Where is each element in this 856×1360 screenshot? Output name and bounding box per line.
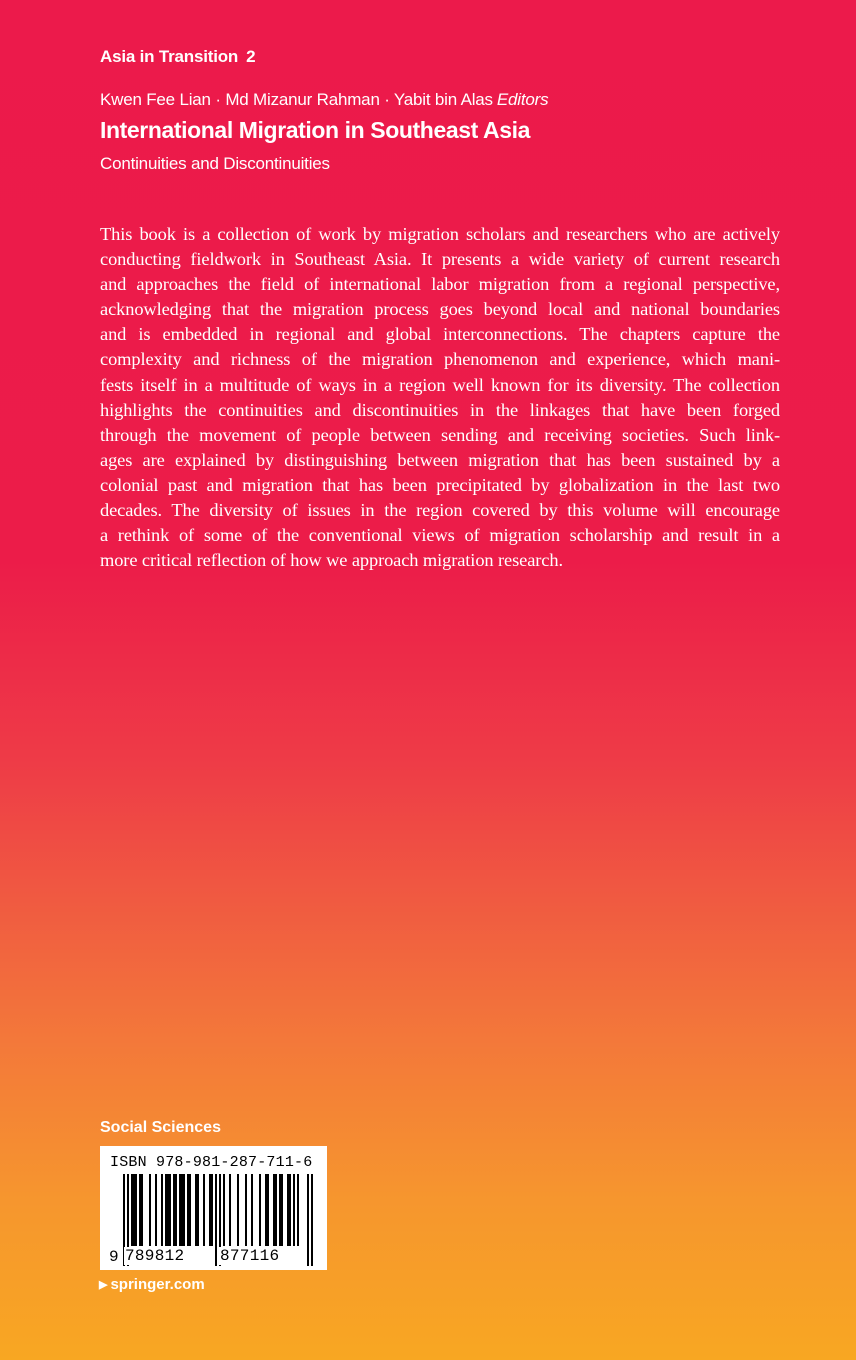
barcode-bar (167, 1174, 169, 1246)
barcode-digits-left: 789812 (125, 1247, 185, 1265)
barcode-bar (141, 1174, 143, 1246)
barcode-bar (203, 1174, 205, 1246)
barcode-bar (311, 1174, 313, 1266)
barcode-bar (149, 1174, 151, 1246)
barcode-bar (297, 1174, 299, 1246)
description-line: and approaches the field of international labor migration from a regional perspective, (100, 274, 780, 295)
barcode-bar (187, 1174, 189, 1246)
barcode-bar (195, 1174, 197, 1246)
barcode-bar (267, 1174, 269, 1246)
barcode-bar (245, 1174, 247, 1246)
book-description (100, 222, 780, 573)
barcode-bar (287, 1174, 289, 1246)
barcode-bar (265, 1174, 267, 1246)
description-line: highlights the continuities and discontinuities in the linkages that have been forged (100, 399, 780, 420)
description-line: acknowledging that the migration process goes beyond local and national boundaries (100, 299, 780, 320)
barcode-bar (237, 1174, 239, 1246)
series-name: Asia in Transition (100, 47, 239, 66)
barcode-bar (165, 1174, 167, 1246)
description-line: conducting fieldwork in Southeast Asia. It presents a wide variety of current research (100, 249, 780, 270)
series-number: 2 (246, 47, 256, 66)
barcode-digit-first: 9 (109, 1248, 119, 1266)
barcode-bar (307, 1174, 309, 1266)
barcode-bar (131, 1174, 133, 1246)
barcode-bar (251, 1174, 253, 1246)
description-line: and is embedded in regional and global interconnections. The chapters capture the (100, 324, 780, 345)
description-line: fests itself in a multitude of ways in a region well known for its diversity. The collection (100, 374, 780, 395)
editor-names: Kwen Fee Lian · Md Mizanur Rahman · Yabit bin Alas (100, 90, 493, 109)
barcode-bar (279, 1174, 281, 1246)
barcode-bar (155, 1174, 157, 1246)
description-line: through the movement of people between sending and receiving societies. Such link- (100, 424, 780, 445)
subject-category: Social Sciences (100, 1119, 221, 1136)
book-subtitle: Continuities and Discontinuities (100, 154, 330, 173)
barcode-bar (293, 1174, 295, 1246)
editors-role: Editors (496, 90, 549, 109)
publisher-url: springer.com (110, 1276, 205, 1293)
barcode-bar (169, 1174, 171, 1246)
barcode-bar (181, 1174, 183, 1246)
description-line: colonial past and migration that has been precipitated by globalization in the last two (100, 474, 780, 495)
barcode-bar (183, 1174, 185, 1246)
description-line: more critical reflection of how we approach migration research. (100, 550, 563, 571)
barcode-bar (273, 1174, 275, 1246)
barcode-bar (215, 1174, 217, 1266)
barcode-bar (289, 1174, 291, 1246)
barcode-bar (139, 1174, 141, 1246)
description-line: This book is a collection of work by migration scholars and researchers who are actively (100, 224, 780, 244)
isbn-label: ISBN 978-981-287-711-6 (110, 1154, 313, 1171)
barcode-bar (281, 1174, 283, 1246)
barcode-bar (209, 1174, 211, 1246)
barcode-bar (259, 1174, 261, 1246)
barcode-bar (135, 1174, 137, 1246)
description-line: decades. The diversity of issues in the region covered by this volume will encourage (100, 500, 780, 521)
book-title: International Migration in Southeast Asia (100, 117, 531, 143)
series-line (100, 47, 255, 67)
description-line: a rethink of some of the conventional views of migration scholarship and result in a (100, 525, 780, 546)
barcode-bar (275, 1174, 277, 1246)
barcode-bar (223, 1174, 225, 1246)
barcode-bar (175, 1174, 177, 1246)
barcode-bar (161, 1174, 163, 1246)
barcode-bar (179, 1174, 181, 1246)
barcode-digits-right: 877116 (220, 1247, 280, 1265)
publisher-link[interactable] (99, 1276, 205, 1293)
barcode-bar (133, 1174, 135, 1246)
isbn-barcode-box (100, 1146, 327, 1270)
editors-line (100, 90, 548, 110)
description-line: ages are explained by distinguishing between migration that has been sustained by a (100, 449, 780, 470)
description-line: complexity and richness of the migration phenomenon and experience, which mani- (100, 349, 780, 370)
barcode-bar (189, 1174, 191, 1246)
barcode-bar (211, 1174, 213, 1246)
triangle-right-icon: ▶ (99, 1279, 108, 1291)
barcode-bar (173, 1174, 175, 1246)
barcode-bar (197, 1174, 199, 1246)
barcode-bar (229, 1174, 231, 1246)
